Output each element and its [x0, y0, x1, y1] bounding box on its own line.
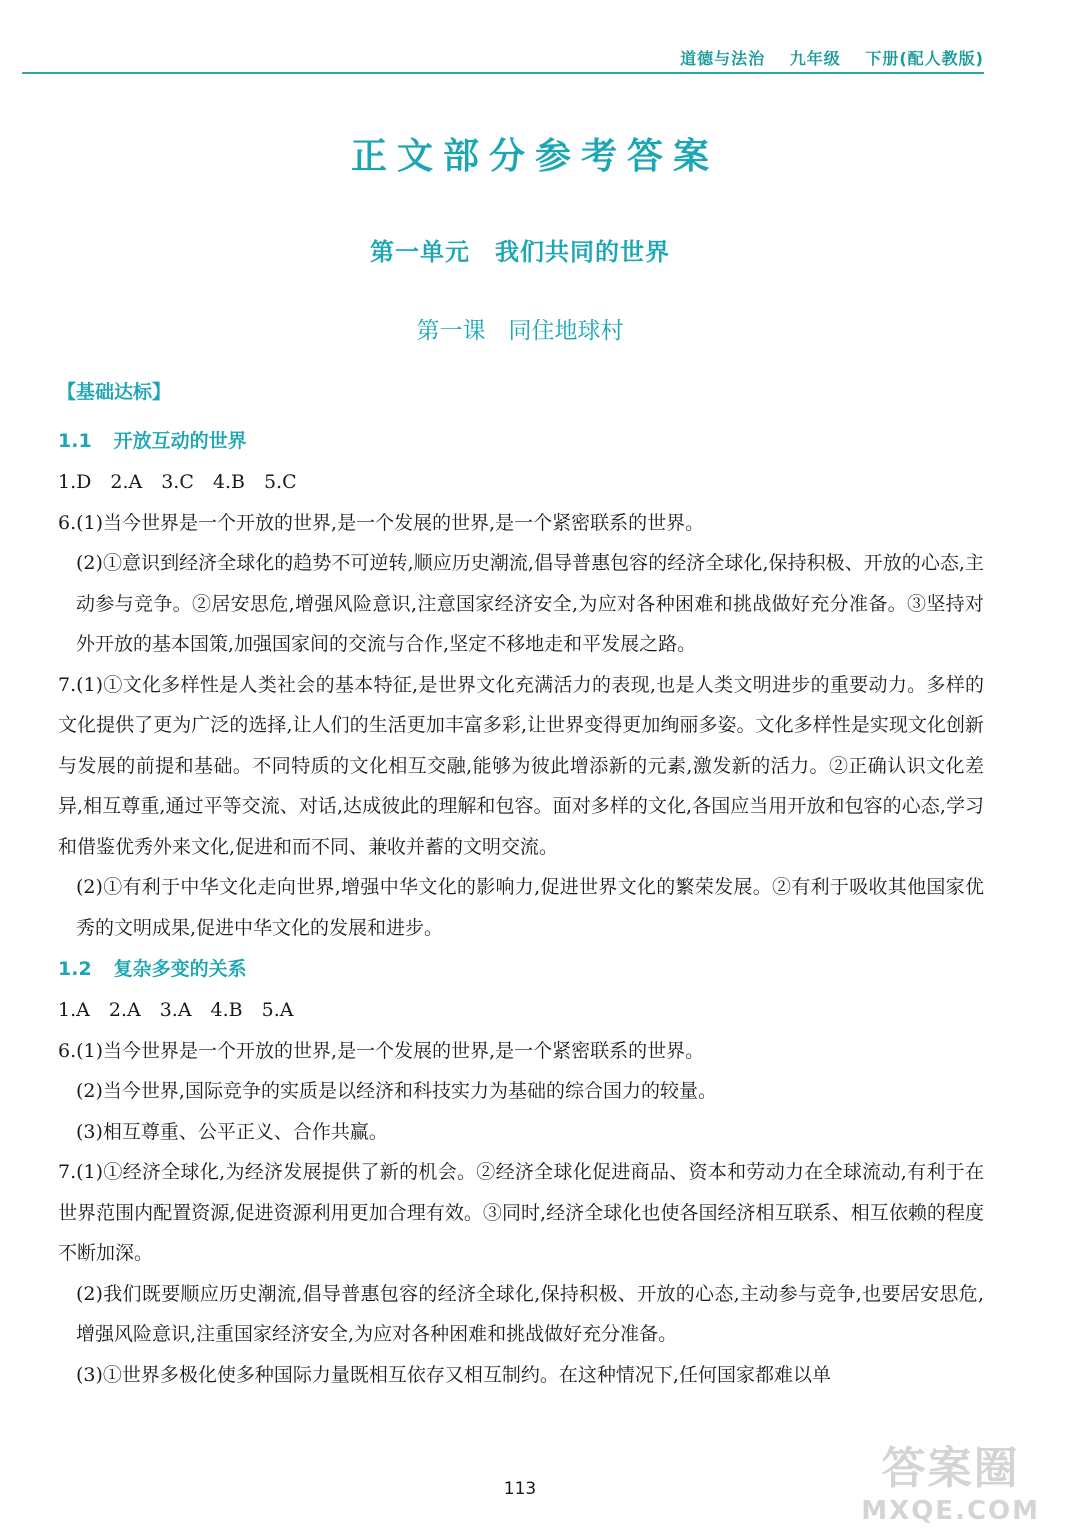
- page-number: 113: [503, 1479, 537, 1499]
- subsection-title: 复杂多变的关系: [113, 958, 247, 980]
- section-tag: 【基础达标】: [57, 381, 172, 403]
- subsection-number: 1.2: [58, 958, 92, 980]
- answer-paragraph: (3)①世界多极化使多种国际力量既相互依存又相互制约。在这种情况下,任何国家都难以单: [76, 1363, 831, 1386]
- page-title: 正文部分参考答案: [350, 136, 719, 177]
- subsection-heading-1-2: [58, 948, 984, 990]
- choice-answers: 1.A 2.A 3.A 4.B 5.A: [58, 999, 294, 1021]
- header-divider: [22, 72, 984, 74]
- answer-paragraph: (2)我们既要顺应历史潮流,倡导普惠包容的经济全球化,保持积极、开放的心态,主动参与竞争,也要居安思危,增强风险意识,注重国家经济安全,为应对各种困难和挑战做好充分准备。: [76, 1282, 984, 1345]
- header-subject: 道德与法治: [680, 49, 766, 68]
- answer-paragraph: (3)相互尊重、公平正义、合作共赢。: [76, 1120, 388, 1143]
- choice-answers: 1.D 2.A 3.C 4.B 5.C: [58, 471, 297, 493]
- answer-paragraph: (2)①有利于中华文化走向世界,增强中华文化的影响力,促进世界文化的繁荣发展。②有利于吸收其他国家优秀的文明成果,促进中华文化的发展和进步。: [76, 876, 984, 939]
- header-grade: 九年级: [789, 49, 841, 68]
- answer-paragraph: 7.(1)①经济全球化,为经济发展提供了新的机会。②经济全球化促进商品、资本和劳动力在全球流动,有利于在世界范围内配置资源,促进资源利用更加合理有效。③同时,经济全球化也使各国经济相互联系、相互依赖的程度不断加深。: [58, 1161, 984, 1264]
- lesson-title: 第一课 同住地球村: [416, 318, 624, 344]
- answer-paragraph: 6.(1)当今世界是一个开放的世界,是一个发展的世界,是一个紧密联系的世界。: [58, 1039, 705, 1062]
- answer-paragraph: (2)①意识到经济全球化的趋势不可逆转,顺应历史潮流,倡导普惠包容的经济全球化,保持积极、开放的心态,主动参与竞争。②居安思危,增强风险意识,注意国家经济安全,为应对各种困难和挑战做好充分准备。③坚持对外开放的基本国策,加强国家间的交流与合作,坚定不移地走和平发展之路。: [76, 552, 984, 655]
- running-header: [662, 46, 984, 69]
- answer-paragraph: 6.(1)当今世界是一个开放的世界,是一个发展的世界,是一个紧密联系的世界。: [58, 511, 705, 534]
- unit-title: 第一单元 我们共同的世界: [370, 238, 670, 266]
- watermark-logo: [861, 1432, 1040, 1526]
- header-volume: 下册(配人教版): [865, 49, 984, 68]
- subsection-title: 开放互动的世界: [113, 430, 247, 452]
- watermark-text: 答案圈: [881, 1443, 1020, 1494]
- answer-content: [58, 420, 984, 1395]
- subsection-number: 1.1: [58, 430, 92, 452]
- subsection-heading-1-1: [58, 420, 984, 462]
- answer-paragraph: (2)当今世界,国际竞争的实质是以经济和科技实力为基础的综合国力的较量。: [76, 1080, 717, 1102]
- answer-paragraph: 7.(1)①文化多样性是人类社会的基本特征,是世界文化充满活力的表现,也是人类文明进步的重要动力。多样的文化提供了更为广泛的选择,让人们的生活更加丰富多彩,让世界变得更加绚丽多姿。文化多样性是实现文化创新与发展的前提和基础。不同特质的文化相互交融,能够为彼此增添新的元素,激发新的活力。②正确认识文化差异,相互尊重,通过平等交流、对话,达成彼此的理解和包容。面对多样的文化,各国应当用开放和包容的心态,学习和借鉴优秀外来文化,促进和而不同、兼收并蓄的文明交流。: [58, 673, 984, 858]
- watermark-url: MXQE.COM: [861, 1496, 1040, 1526]
